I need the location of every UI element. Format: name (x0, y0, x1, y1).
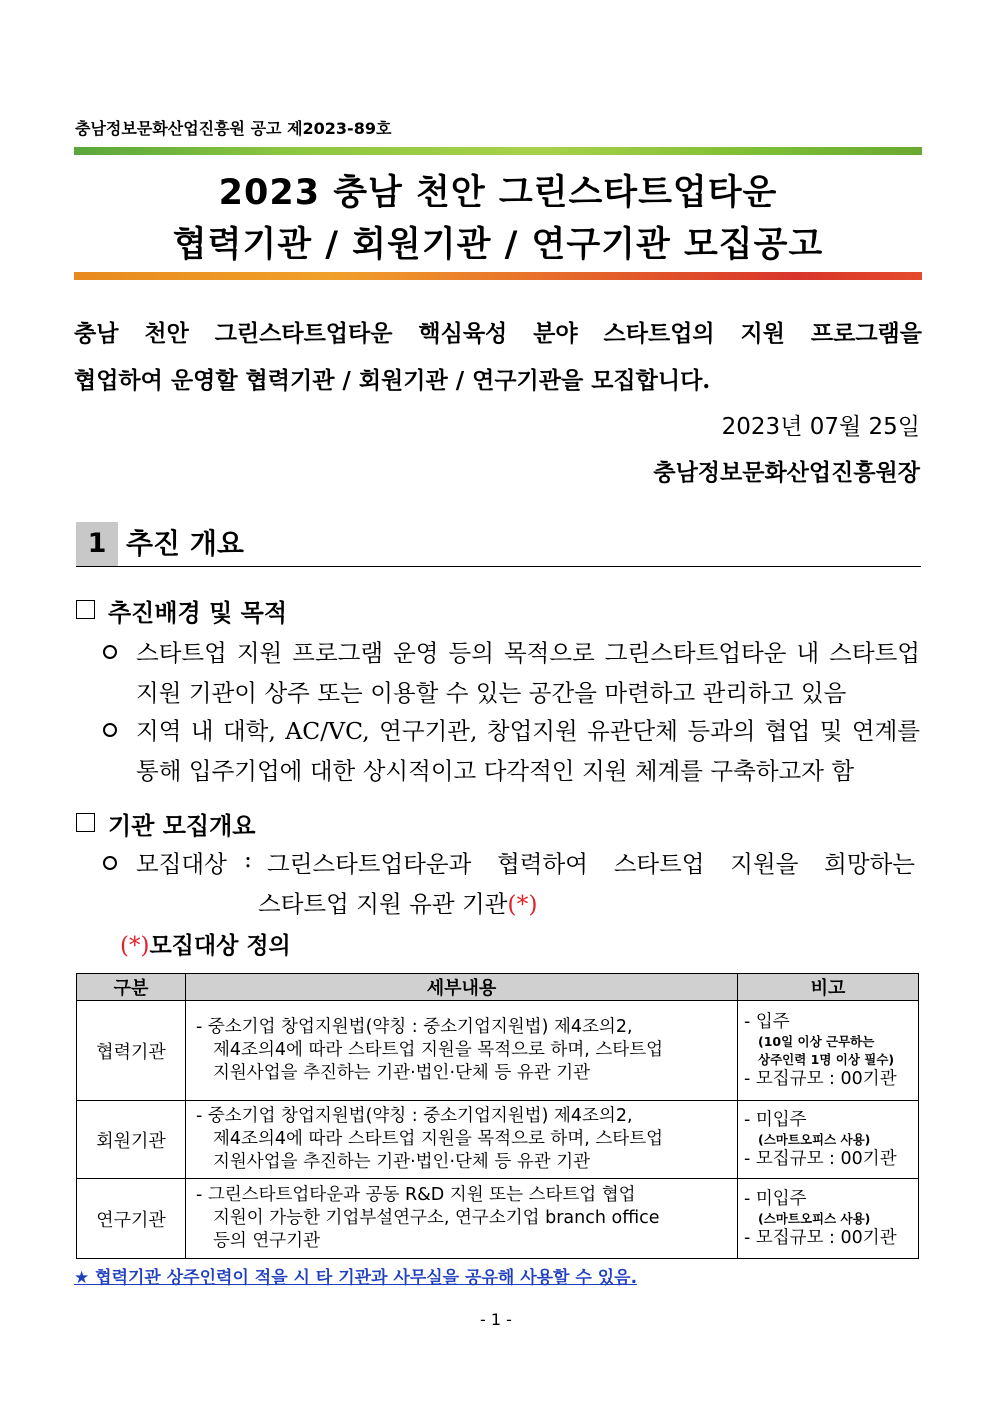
note-status: - 미입주 (744, 1188, 807, 1209)
note-status: - 입주 (744, 1011, 790, 1032)
note-small-line: (스마트오피스 사용) (758, 1210, 871, 1226)
row-detail (186, 1001, 738, 1101)
intro-line1: 충남 천안 그린스타트업타운 핵심육성 분야 스타트업의 지원 프로그램을 (74, 320, 922, 347)
checkbox-square-icon (76, 813, 95, 832)
table-row (77, 1001, 919, 1101)
row-note (738, 1001, 919, 1101)
detail-line: - 그린스타트업타운과 공동 R&D 지원 또는 스타트업 협업 (196, 1185, 636, 1205)
row-detail (186, 1179, 738, 1259)
background-heading: 추진배경 및 목적 (108, 598, 287, 627)
detail-line: 제4조의4에 따라 스타트업 지원을 목적으로 하며, 스타트업 (213, 1040, 664, 1060)
target-line2-wrap (258, 885, 538, 919)
note-status: - 미입주 (744, 1109, 807, 1130)
circle-bullet-icon (103, 856, 117, 870)
background-bullet2-line2: 통해 입주기업에 대한 상시적이고 다각적인 지원 체계를 구축하고자 함 (136, 757, 855, 785)
target-colon: : (244, 845, 252, 873)
bottom-decorative-bar (74, 272, 922, 280)
footnote: ★ 협력기관 상주인력이 적을 시 타 기관과 사무실을 공유해 사용할 수 있음. (74, 1268, 638, 1288)
detail-line: 지원사업을 추진하는 기관·법인·단체 등 유관 기관 (213, 1063, 591, 1083)
note-scale: - 모집규모 : 00기관 (744, 1148, 897, 1169)
background-bullet2-line1: 지역 내 대학, AC/VC, 연구기관, 창업지원 유관단체 등과의 협업 및 연계를 (136, 717, 920, 745)
page-title-line2: 협력기관 / 회원기관 / 연구기관 모집공고 (172, 225, 824, 265)
page-title-line1: 2023 충남 천안 그린스타트업타운 (218, 173, 778, 213)
background-bullet1-line1: 스타트업 지원 프로그램 운영 등의 목적으로 그린스타트업타운 내 스타트업 (136, 639, 920, 667)
issue-date: 2023년 07월 25일 (721, 414, 920, 440)
row-type: 협력기관 (77, 1001, 186, 1101)
row-note (738, 1179, 919, 1259)
page-number: - 1 - (480, 1310, 512, 1329)
overview-heading: 기관 모집개요 (108, 811, 256, 840)
note-scale: - 모집규모 : 00기관 (744, 1068, 897, 1089)
definition-asterisk-mark: (*) (120, 933, 150, 959)
note-small-line: 상주인력 1명 이상 필수) (758, 1051, 895, 1067)
recruitment-table (76, 973, 919, 1259)
table-header-detail: 세부내용 (186, 974, 738, 1001)
detail-line: - 중소기업 창업지원법(약칭 : 중소기업지원법) 제4조의2, (196, 1106, 633, 1126)
circle-bullet-icon (103, 645, 117, 659)
row-type: 회원기관 (77, 1101, 186, 1179)
checkbox-square-icon (76, 600, 95, 619)
section-number: 1 (76, 522, 118, 566)
note-small-line: (스마트오피스 사용) (758, 1131, 871, 1147)
detail-line: 지원이 가능한 기업부설연구소, 연구소기업 branch office (213, 1208, 660, 1228)
section-title: 추진 개요 (126, 527, 244, 560)
note-scale: - 모집규모 : 00기관 (744, 1227, 897, 1248)
table-header-row (77, 974, 919, 1001)
row-type: 연구기관 (77, 1179, 186, 1259)
table-row (77, 1101, 919, 1179)
table-header-note: 비고 (738, 974, 919, 1001)
note-small-line: (10일 이상 근무하는 (758, 1033, 875, 1049)
table-row (77, 1179, 919, 1259)
top-decorative-bar (74, 147, 922, 155)
section-divider (76, 566, 921, 567)
background-bullet1-line2: 지원 기관이 상주 또는 이용할 수 있는 공간을 마련하고 관리하고 있음 (136, 679, 847, 707)
detail-line: 등의 연구기관 (213, 1231, 320, 1251)
circle-bullet-icon (103, 723, 117, 737)
target-asterisk-mark: (*) (507, 890, 538, 918)
row-detail (186, 1101, 738, 1179)
intro-line2: 협업하여 운영할 협력기관 / 회원기관 / 연구기관을 모집합니다. (74, 367, 711, 394)
detail-line: 지원사업을 추진하는 기관·법인·단체 등 유관 기관 (213, 1152, 591, 1172)
target-line1: 그린스타트업타운과 협력하여 스타트업 지원을 희망하는 (267, 850, 915, 878)
detail-line: 제4조의4에 따라 스타트업 지원을 목적으로 하며, 스타트업 (213, 1129, 664, 1149)
table-header-type: 구분 (77, 974, 186, 1001)
target-line2: 스타트업 지원 유관 기관 (258, 890, 508, 918)
notice-number: 충남정보문화산업진흥원 공고 제2023-89호 (75, 119, 392, 138)
detail-line: - 중소기업 창업지원법(약칭 : 중소기업지원법) 제4조의2, (196, 1017, 633, 1037)
row-note (738, 1101, 919, 1179)
target-label: 모집대상 (136, 850, 227, 878)
definition-title-wrap (120, 927, 291, 960)
definition-title: 모집대상 정의 (149, 932, 291, 959)
issuer: 충남정보문화산업진흥원장 (653, 459, 920, 486)
